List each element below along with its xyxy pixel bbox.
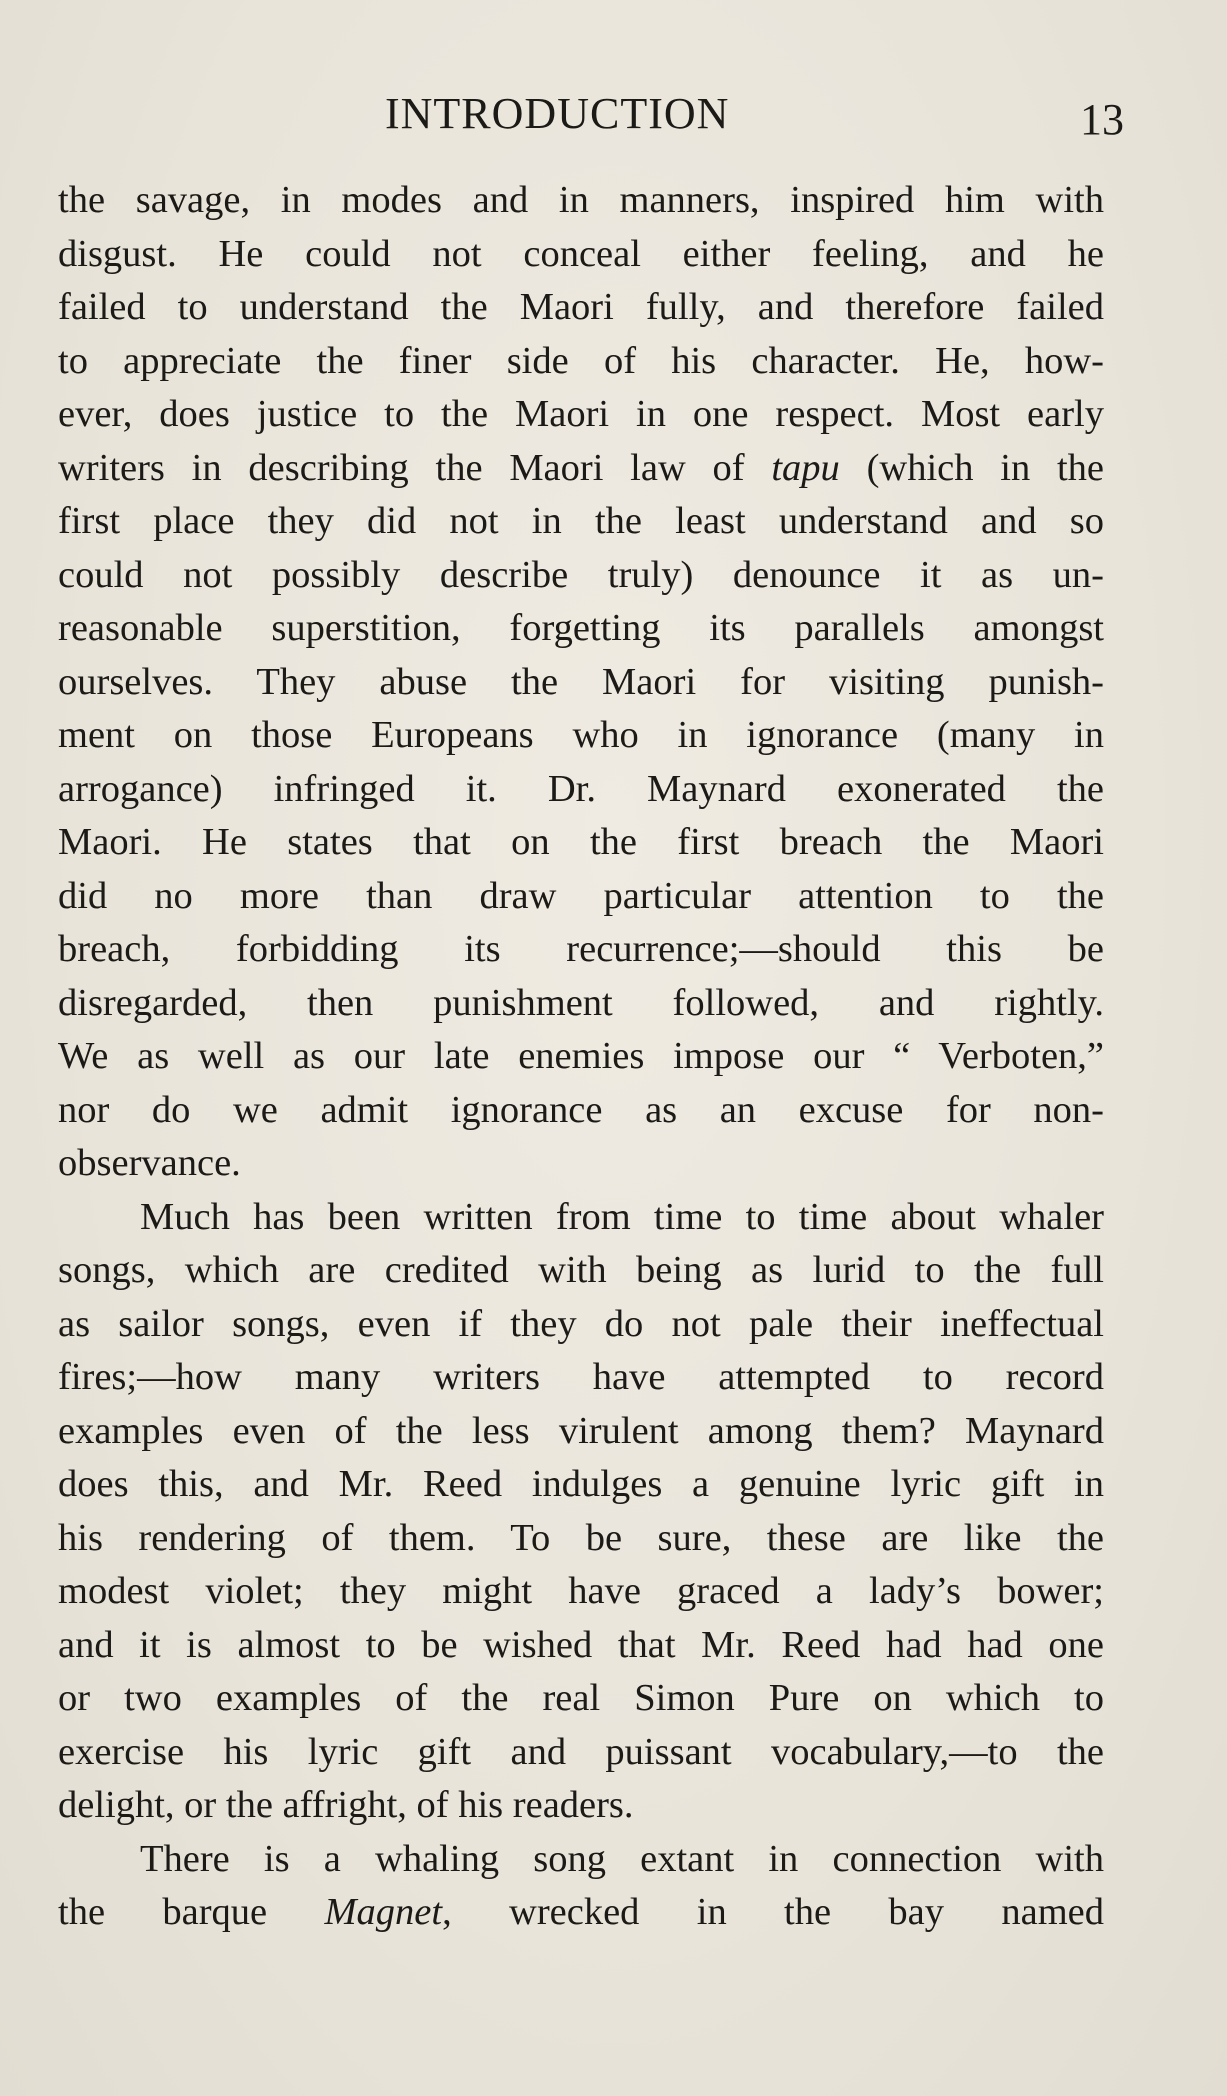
text-line: disgust. He could not conceal either feeling, and he [58,232,1104,275]
text-line: delight, or the affright, of his readers. [58,1784,634,1826]
text-line: the barque Magnet, wrecked in the bay named [58,1891,1104,1933]
text-line: arrogance) infringed it. Dr. Maynard exonerated the [58,767,1104,810]
text-line: as sailor songs, even if they do not pale their ineffectual [58,1302,1104,1345]
text-line: could not possibly describe truly) denounce it as un- [58,553,1104,596]
italic-text: tapu [771,446,840,489]
text-line: examples even of the less virulent among them? Maynard [58,1409,1104,1452]
text-line: his rendering of them. To be sure, these are like the [58,1516,1104,1559]
text-line: nor do we admit ignorance as an excuse for non- [58,1088,1104,1131]
text-line: the savage, in modes and in manners, inspired him with [58,179,1104,221]
paragraph [58,1833,1104,1940]
text-line: songs, which are credited with being as lurid to the full [58,1249,1104,1291]
text-line: ever, does justice to the Maori in one respect. Most early [58,393,1104,435]
text-line: ourselves. They abuse the Maori for visiting punish- [58,660,1104,703]
text-line: observance. [58,1142,241,1184]
text-line: ment on those Europeans who in ignorance (many in [58,714,1104,756]
paragraph [58,1191,1104,1833]
text-line: modest violet; they might have graced a lady’s bower; [58,1570,1104,1612]
text-line: There is a whaling song extant in connection with [140,1837,1104,1880]
text-line: fires;—how many writers have attempted to record [58,1356,1104,1398]
text-line: We as well as our late enemies impose our “ Verboten,” [58,1035,1104,1077]
paragraph [58,174,1104,1191]
running-title: INTRODUCTION [385,89,730,138]
body-text [58,174,1104,1940]
running-head [0,84,1227,144]
text-line: disregarded, then punishment followed, and rightly. [58,981,1104,1024]
text-line: writers in describing the Maori law of tapu (which in the [58,446,1104,489]
text-line: or two examples of the real Simon Pure on which to [58,1677,1104,1719]
text-line: failed to understand the Maori fully, and therefore failed [58,286,1104,328]
text-line: to appreciate the finer side of his character. He, how- [58,339,1104,382]
text-line: did no more than draw particular attention to the [58,874,1104,917]
page-number: 13 [1080,95,1124,144]
text-line: does this, and Mr. Reed indulges a genuine lyric gift in [58,1463,1104,1505]
text-line: reasonable superstition, forgetting its parallels amongst [58,607,1104,649]
text-line: exercise his lyric gift and puissant vocabulary,—to the [58,1730,1104,1773]
italic-text: Magnet [324,1891,443,1933]
text-line: first place they did not in the least understand and so [58,500,1104,542]
text-line: and it is almost to be wished that Mr. Reed had had one [58,1623,1104,1666]
text-line: Maori. He states that on the first breach the Maori [58,821,1104,863]
text-line: Much has been written from time to time about whaler [140,1195,1104,1238]
text-line: breach, forbidding its recurrence;—should this be [58,928,1104,970]
